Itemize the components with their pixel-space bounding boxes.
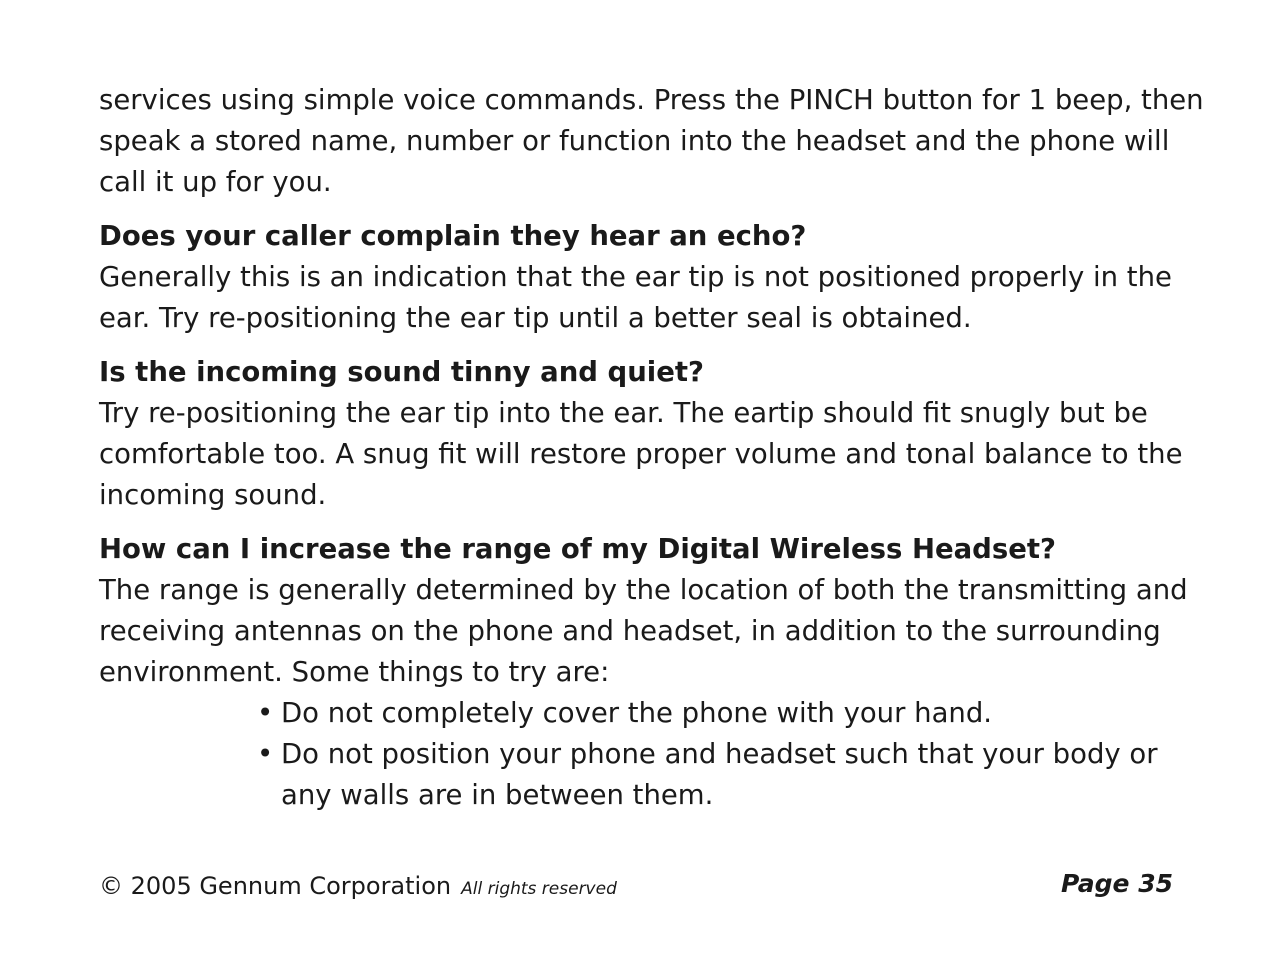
faq-answer: Generally this is an indication that the ear tip is not positioned properly in the ear. Try re-positioning the ear tip until a better seal is obtained. — [99, 261, 1172, 334]
faq-tinny-sound — [99, 352, 1209, 516]
faq-question: How can I increase the range of my Digital Wireless Headset? — [99, 533, 1056, 565]
list-item-text: Do not position your phone and headset such that your body or any walls are in between them. — [281, 738, 1158, 811]
list-item — [257, 734, 1209, 816]
faq-answer: The range is generally determined by the location of both the transmitting and receiving antennas on the phone and headset, in addition to the surrounding environment. Some things to try are: — [99, 574, 1188, 688]
copyright-notice — [99, 870, 617, 905]
page-footer — [99, 866, 1173, 906]
faq-range — [99, 529, 1209, 816]
rights-reserved: All rights reserved — [461, 879, 617, 899]
intro-paragraph: services using simple voice commands. Press the PINCH button for 1 beep, then speak a stored name, number or function into the headset and the phone will call it up for you. — [99, 84, 1204, 198]
faq-answer: Try re-positioning the ear tip into the ear. The eartip should fit snugly but be comfortable too. A snug fit will restore proper volume and tonal balance to the incoming sound. — [99, 397, 1183, 511]
bullet-icon: • — [257, 697, 274, 729]
faq-question: Is the incoming sound tinny and quiet? — [99, 356, 704, 388]
tips-list — [99, 693, 1209, 816]
list-item-text: Do not completely cover the phone with your hand. — [281, 697, 993, 729]
faq-question: Does your caller complain they hear an echo? — [99, 220, 807, 252]
page-number: Page 35 — [1061, 869, 1173, 898]
copyright-text: © 2005 Gennum Corporation — [99, 872, 452, 900]
faq-echo — [99, 216, 1209, 339]
bullet-icon: • — [257, 738, 274, 770]
page-content — [99, 80, 1209, 816]
list-item — [257, 693, 1209, 734]
